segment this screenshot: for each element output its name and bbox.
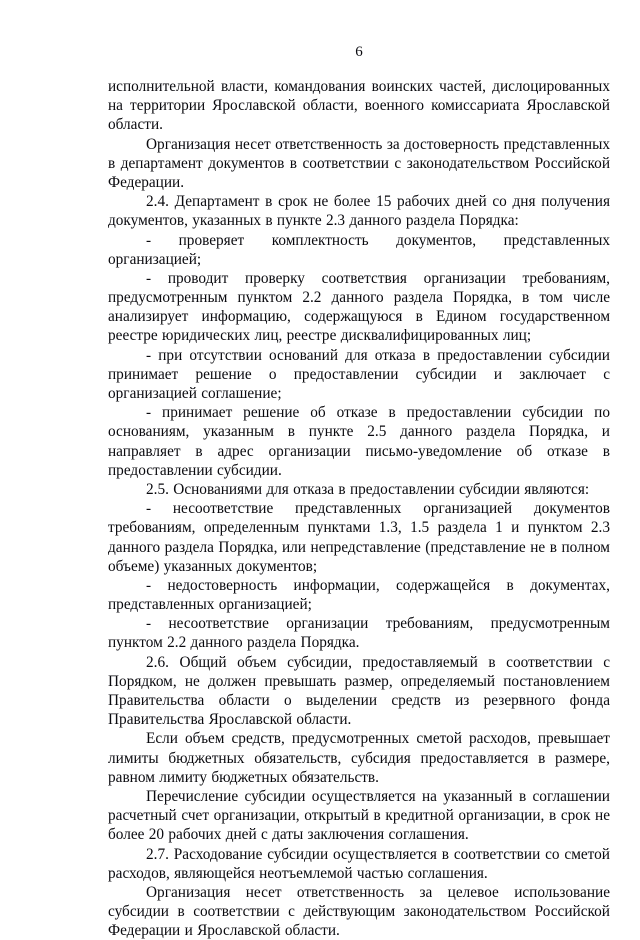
list-item-paragraph: - недостоверность информации, содержащейся в документах, представленных организацией; [108, 576, 610, 614]
paragraph: Если объем средств, предусмотренных сметой расходов, превышает лимиты бюджетных обязательств, субсидия предоставляется в размере, равном лимиту бюджетных обязательств. [108, 730, 610, 786]
paragraph: 2.4. Департамент в срок не более 15 рабочих дней со дня получения документов, указанных в пункте 2.3 данного раздела Порядка: [108, 193, 610, 230]
list-item-paragraph: - проверяет комплектность документов, представленных организацией; [108, 231, 610, 268]
list-item-paragraph: - при отсутствии оснований для отказа в предоставлении субсидии принимает решение о предоставлении субсидии и заключает с организацией соглашение; [108, 346, 610, 402]
paragraph: Перечисление субсидии осуществляется на указанный в соглашении расчетный счет организации, открытый в кредитной организации, в срок не более 20 рабочих дней с даты заключения соглашения. [108, 787, 610, 844]
paragraph: Организация несет ответственность за достоверность представленных в департамент документов в соответствии с законодательством Российской Федерации. [108, 135, 610, 191]
list-item-paragraph: - проводит проверку соответствия организации требованиям, предусмотренным пунктом 2.2 данного раздела Порядка, в том числе анализирует информацию, содержащуюся в Едином государственном реестре юридических лиц, реестре дисквалифицированных лиц; [108, 269, 610, 345]
list-item-paragraph: - несоответствие организации требованиям, предусмотренным пунктом 2.2 данного раздела Порядка. [108, 615, 610, 652]
list-item-paragraph: - принимает решение об отказе в предоставлении субсидии по основаниям, указанным в пункте 2.5 данного раздела Порядка, и направляет в адрес организации письмо-уведомление об отказе в предоставлении субсидии. [108, 404, 610, 479]
page-number: 6 [355, 44, 363, 60]
paragraph: 2.5. Основаниями для отказа в предоставлении субсидии являются: [146, 480, 590, 498]
document-body [108, 77, 610, 940]
paragraph: 2.7. Расходование субсидии осуществляется в соответствии со сметой расходов, являющейся неотъемлемой частью соглашения. [108, 845, 610, 882]
paragraph: исполнительной власти, командования воинских частей, дислоцированных на территории Ярославской области, военного комиссариата Ярославской области. [108, 78, 610, 134]
paragraph: 2.6. Общий объем субсидии, предоставляемый в соответствии с Порядком, не должен превышать размер, определяемый постановлением Правительства области о выделении средств из резервного фонда Правительства Ярославской области. [108, 653, 610, 729]
paragraph: Организация несет ответственность за целевое использование субсидии в соответствии с действующим законодательством Российской Федерации и Ярославской области. [108, 883, 610, 940]
list-item-paragraph: - несоответствие представленных организацией документов требованиям, определенным пунктами 1.3, 1.5 раздела 1 и пунктом 2.3 данного раздела Порядка, или непредставление (представление не в полном объеме) указанных документов; [108, 500, 610, 575]
